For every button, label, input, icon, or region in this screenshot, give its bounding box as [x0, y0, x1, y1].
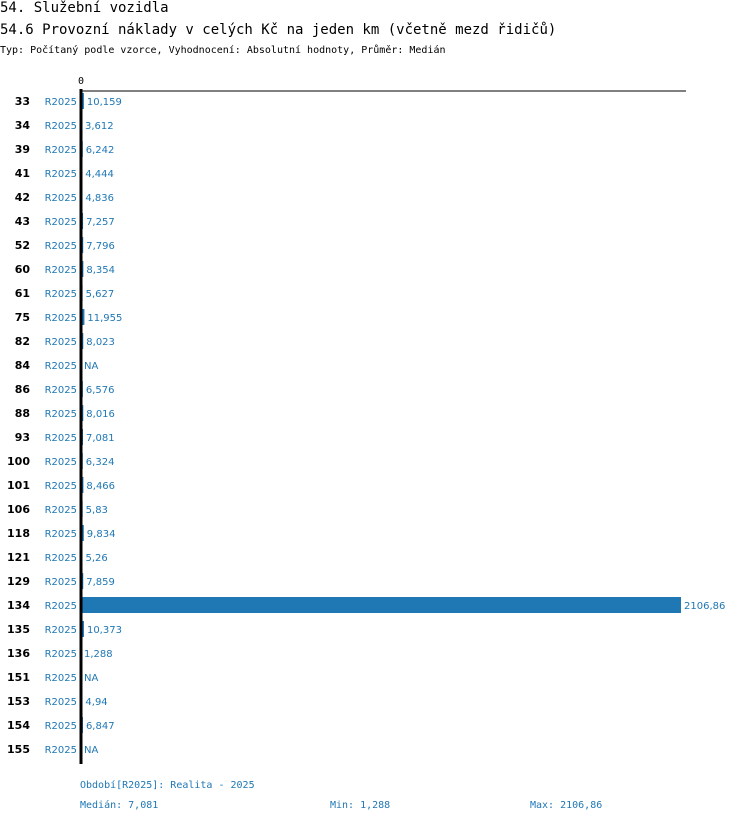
row-period-label: R2025: [44, 553, 77, 564]
row-id-label: 39: [14, 143, 30, 156]
row-period-label: R2025: [44, 169, 77, 180]
data-value-label: 7,859: [86, 577, 115, 588]
data-value-label: 2106,86: [684, 601, 726, 612]
data-value-label: 11,955: [87, 313, 123, 324]
data-value-label: 5,627: [85, 289, 115, 300]
row-period-label: R2025: [44, 121, 77, 132]
max-stat: Max: 2106,86: [530, 800, 603, 811]
data-value-label: 6,324: [85, 457, 115, 468]
row-id-label: 42: [14, 191, 30, 204]
data-value-label: 4,94: [85, 697, 108, 708]
min-stat: Min: 1,288: [330, 800, 391, 811]
x-tick-label: 0: [77, 76, 85, 87]
data-value-label: 1,288: [84, 649, 113, 660]
data-value-label: 7,257: [86, 217, 115, 228]
row-id-label: 153: [7, 695, 30, 708]
row-id-label: 52: [14, 239, 30, 252]
row-id-label: 121: [7, 551, 30, 564]
row-period-label: R2025: [44, 337, 77, 348]
data-value-label: 4,836: [85, 193, 115, 204]
row-id-label: 101: [7, 479, 30, 492]
row-id-label: 84: [14, 359, 30, 372]
row-id-label: 75: [14, 311, 30, 324]
section-title: 54. Služební vozidla: [0, 0, 169, 16]
row-id-label: 135: [7, 623, 30, 636]
row-period-label: R2025: [44, 433, 77, 444]
row-period-label: R2025: [44, 697, 77, 708]
row-id-label: 151: [7, 671, 30, 684]
data-value-label: 8,023: [86, 337, 115, 348]
row-id-label: 61: [14, 287, 30, 300]
row-id-label: 93: [14, 431, 30, 444]
row-id-label: 118: [7, 527, 30, 540]
row-id-label: 34: [14, 119, 30, 132]
row-period-label: R2025: [44, 529, 77, 540]
data-bar: [81, 597, 681, 613]
chart-subtitle: Typ: Počítaný podle vzorce, Vyhodnocení: Absolutní hodnoty, Průměr: Medián: [0, 45, 446, 56]
row-id-label: 134: [7, 599, 30, 612]
row-id-label: 88: [14, 407, 30, 420]
row-id-label: 82: [14, 335, 30, 348]
data-value-label: 3,612: [85, 121, 114, 132]
row-id-label: 106: [7, 503, 30, 516]
row-period-label: R2025: [44, 265, 77, 276]
row-period-label: R2025: [44, 601, 77, 612]
row-period-label: R2025: [44, 313, 77, 324]
row-id-label: 155: [7, 743, 30, 756]
data-value-label: 8,354: [86, 265, 116, 276]
row-id-label: 86: [14, 383, 30, 396]
chart-title: 54.6 Provozní náklady v celých Kč na jeden km (včetně mezd řidičů): [0, 22, 557, 38]
data-value-label: 10,159: [86, 97, 122, 108]
period-note: Období[R2025]: Realita - 2025: [80, 780, 255, 791]
row-id-label: 33: [14, 95, 30, 108]
row-period-label: R2025: [44, 217, 77, 228]
row-id-label: 41: [14, 167, 30, 180]
row-period-label: R2025: [44, 361, 77, 372]
data-value-label: 7,081: [86, 433, 115, 444]
data-value-label: 6,576: [85, 385, 115, 396]
median-stat: Medián: 7,081: [80, 800, 159, 811]
row-period-label: R2025: [44, 481, 77, 492]
row-period-label: R2025: [44, 625, 77, 636]
data-value-label: NA: [84, 361, 99, 372]
data-value-label: 9,834: [86, 529, 116, 540]
data-value-label: 6,847: [85, 721, 115, 732]
bar-chart: [0, 70, 750, 770]
row-period-label: R2025: [44, 193, 77, 204]
row-period-label: R2025: [44, 721, 77, 732]
row-period-label: R2025: [44, 241, 77, 252]
row-period-label: R2025: [44, 145, 77, 156]
row-id-label: 136: [7, 647, 30, 660]
data-value-label: 7,796: [86, 241, 115, 252]
row-period-label: R2025: [44, 505, 77, 516]
row-id-label: 154: [7, 719, 30, 732]
row-id-label: 60: [14, 263, 30, 276]
row-period-label: R2025: [44, 289, 77, 300]
data-value-label: 5,26: [85, 553, 108, 564]
row-id-label: 43: [14, 215, 30, 228]
data-value-label: 4,444: [85, 169, 114, 180]
data-value-label: 8,466: [86, 481, 116, 492]
data-value-label: 8,016: [86, 409, 115, 420]
row-id-label: 100: [7, 455, 30, 468]
row-period-label: R2025: [44, 385, 77, 396]
data-value-label: 6,242: [85, 145, 115, 156]
data-value-label: 10,373: [86, 625, 122, 636]
row-period-label: R2025: [44, 673, 77, 684]
row-period-label: R2025: [44, 409, 77, 420]
row-period-label: R2025: [44, 97, 77, 108]
data-value-label: NA: [84, 673, 99, 684]
row-id-label: 129: [7, 575, 30, 588]
row-period-label: R2025: [44, 745, 77, 756]
data-value-label: 5,83: [85, 505, 108, 516]
row-period-label: R2025: [44, 457, 77, 468]
row-period-label: R2025: [44, 649, 77, 660]
row-period-label: R2025: [44, 577, 77, 588]
data-value-label: NA: [84, 745, 99, 756]
